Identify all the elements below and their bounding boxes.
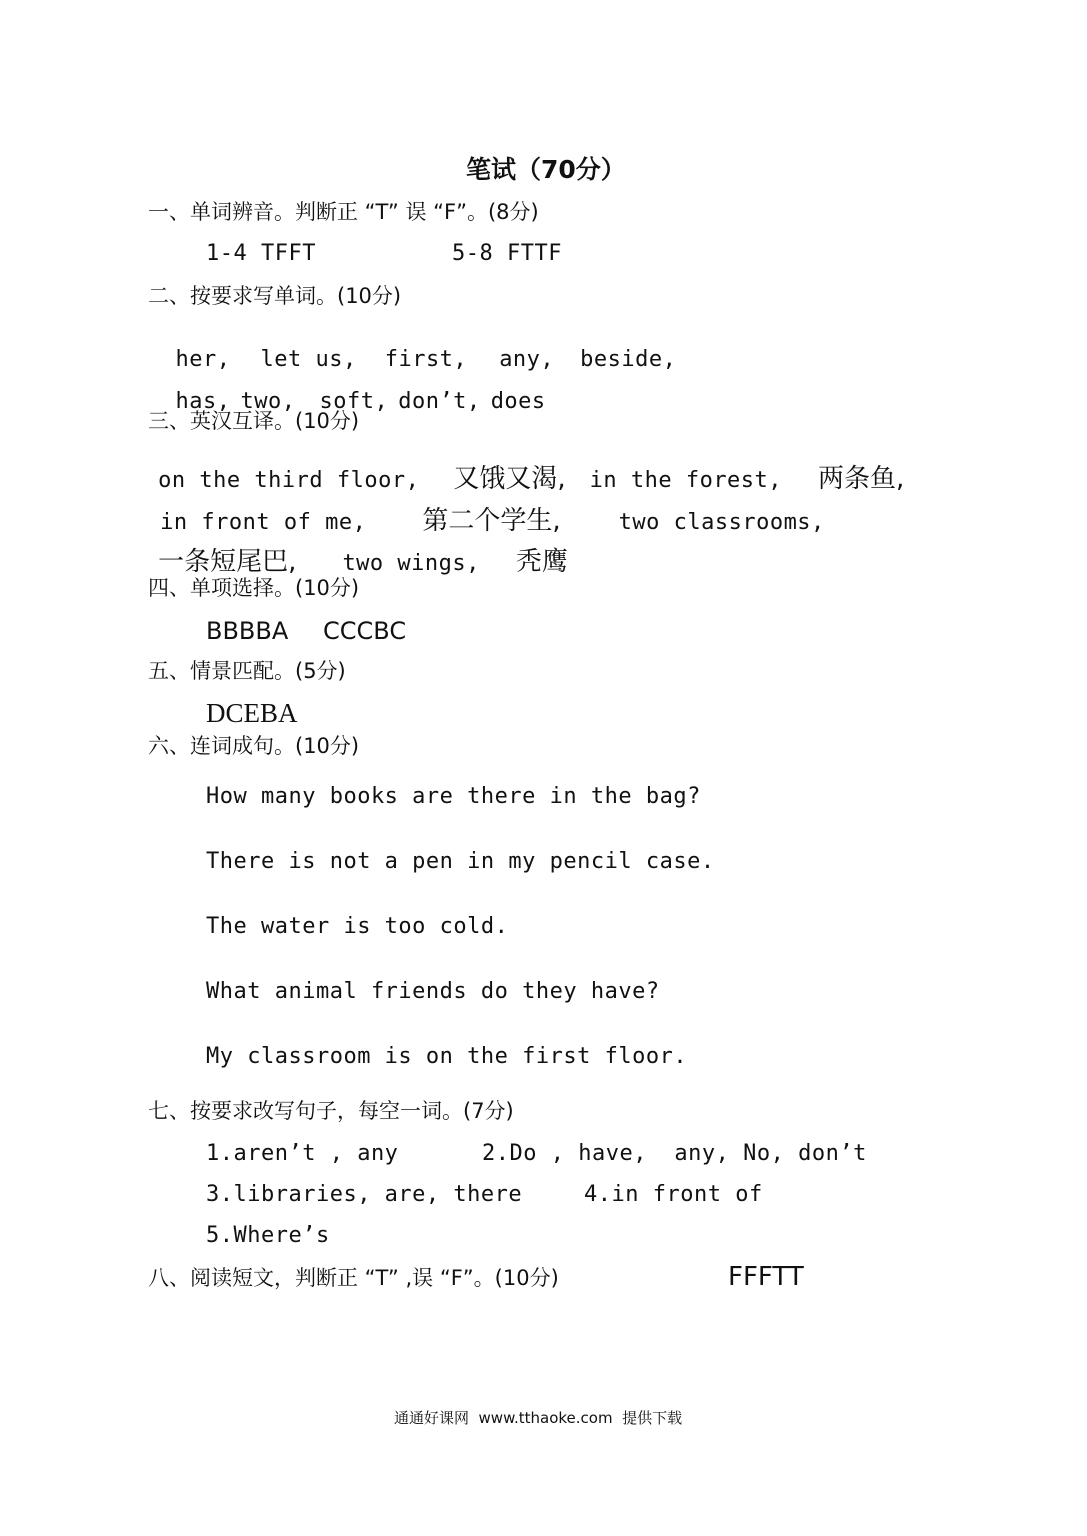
section-7-answer-1: 1.aren’t , any [206, 1141, 399, 1166]
section-2-heading: 二、按要求写单词。(10分) [148, 284, 402, 308]
phrase: 两条鱼, [818, 464, 905, 494]
sentence-1: How many books are there in the bag? [206, 784, 701, 809]
phrase: 秃鹰 [515, 547, 568, 577]
section-8-answer: FFFTT [728, 1262, 804, 1292]
section-1-answer-a: 1-4 TFFT [206, 241, 316, 266]
section-7-answer-2: 2.Do , have, any, No, don’t [482, 1141, 867, 1166]
section-2-words-row-2 [148, 369, 546, 413]
section-1-answer-b: 5-8 FTTF [452, 241, 562, 266]
word: any, [499, 347, 555, 372]
section-4-answer-b: CCCBC [323, 617, 407, 645]
section-8-heading: 八、阅读短文，判断正 “T” ,误 “F”。(10分) [148, 1266, 559, 1290]
phrase: 一条短尾巴, [158, 547, 297, 577]
word: first, [384, 347, 468, 372]
section-6-heading: 六、连词成句。(10分) [148, 734, 360, 758]
section-5-answer: DCEBA [206, 698, 298, 728]
section-1-heading: 一、单词辨音。判断正 “T” 误 “F”。(8分) [148, 200, 539, 224]
phrase: two classrooms, [618, 510, 825, 535]
sentence-3: The water is too cold. [206, 914, 509, 939]
section-3-row-3 [148, 533, 568, 575]
word: let us, [260, 347, 357, 372]
word: has, [175, 389, 231, 414]
phrase: in the forest, [589, 468, 783, 493]
word: don’t, [398, 389, 481, 414]
section-2-words-row-1 [148, 327, 676, 371]
section-7-answer-4: 4.in front of [584, 1182, 763, 1207]
word: beside, [580, 347, 677, 372]
sentence-4: What animal friends do they have? [206, 979, 660, 1004]
sentence-5: My classroom is on the first floor. [206, 1044, 688, 1069]
section-3-heading: 三、英汉互译。(10分) [148, 409, 360, 433]
section-3-row-2 [150, 492, 825, 534]
word: does [490, 389, 546, 414]
section-7-heading: 七、按要求改写句子，每空一词。(7分) [148, 1099, 514, 1123]
word: her, [175, 347, 231, 372]
section-4-heading: 四、单项选择。(10分) [148, 576, 360, 600]
sentence-2: There is not a pen in my pencil case. [206, 849, 715, 874]
word: soft, [319, 389, 389, 414]
section-4-answer-a: BBBBA [206, 617, 289, 645]
phrase: on the third floor, [158, 468, 420, 493]
word: two, [240, 389, 296, 414]
section-3-row-1 [148, 450, 904, 492]
phrase: two wings, [342, 551, 480, 576]
section-7-answer-3: 3.libraries, are, there [206, 1182, 523, 1207]
phrase: 第二个学生, [422, 506, 561, 536]
page-title: 笔试（70分） [466, 155, 626, 184]
phrase: 又饿又渴, [453, 464, 566, 494]
section-5-heading: 五、情景匹配。(5分) [148, 659, 346, 683]
footer-text: 通通好课网 www.tthaoke.com 提供下载 [394, 1409, 683, 1427]
phrase: in front of me, [160, 510, 367, 535]
section-7-answer-5: 5.Where’s [206, 1223, 330, 1248]
